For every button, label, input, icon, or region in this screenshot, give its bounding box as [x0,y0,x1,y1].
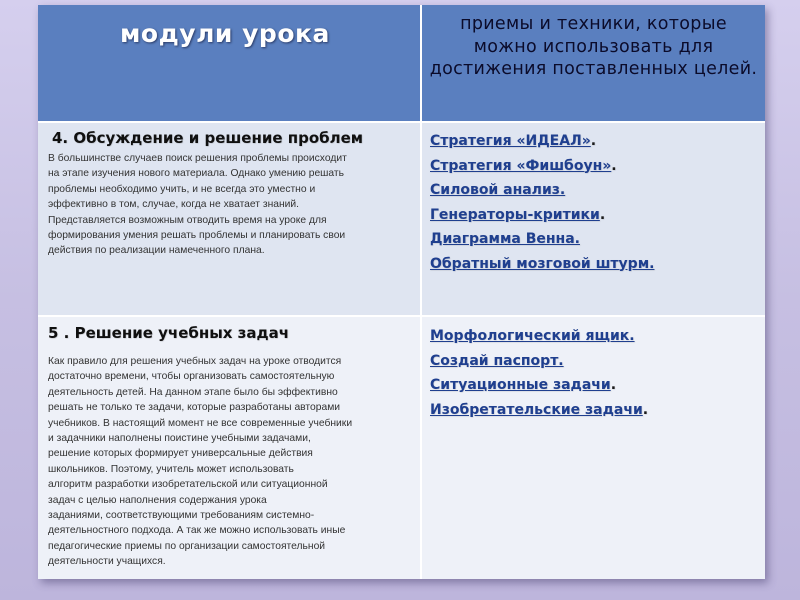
table-row [38,121,765,316]
column-divider [420,5,422,579]
row-divider [38,315,765,317]
list-item: Генераторы-критики. [430,206,606,223]
technique-link-fishbone[interactable]: Стратегия «Фишбоун» [430,157,612,174]
technique-link-force-analysis[interactable]: Силовой анализ. [430,182,566,198]
list-item: Изобретательские задачи. [430,401,649,418]
technique-link-create-passport[interactable]: Создай паспорт. [430,352,564,369]
list-item [430,227,757,252]
table-row [38,316,765,579]
lesson-modules-table [38,5,765,579]
technique-link-venn-diagram[interactable]: Диаграмма Венна. [430,231,580,247]
technique-link-reverse-brainstorm[interactable]: Обратный мозговой штурм. [430,255,655,272]
techniques-list [430,129,757,276]
list-item: Стратегия «Фишбоун». [430,157,617,174]
list-item [430,178,757,203]
list-item [430,349,757,374]
technique-link-generators-critics[interactable]: Генераторы-критики [430,206,600,223]
techniques-cell [422,121,765,276]
module-description: В большинстве случаев поиск решения проблемы происходит на этапе изучения нового материала. Однако умению решать проблемы необходимо учить, и не всегда это уместно и эффективно в том, случае, когда не хватает знаний. Представляется возможным отводить время на уроке для формирования умения решать проблемы и планировать свои действия по реализации намеченного плана. [48,153,347,257]
module-cell [38,121,420,259]
module-title: 4. Обсуждение и решение проблем [52,129,364,147]
header-modules: модули урока [120,19,330,48]
technique-link-situational-tasks[interactable]: Ситуационные задачи [430,377,611,393]
technique-link-ideal[interactable]: Стратегия «ИДЕАЛ» [430,133,591,149]
list-item: Стратегия «ИДЕАЛ». [430,133,597,149]
technique-link-morphological-box[interactable]: Морфологический ящик. [430,328,635,344]
header-techniques: приемы и техники, которые можно использовать для достижения поставленных целей. [429,14,758,79]
module-title: 5 . Решение учебных задач [48,324,290,342]
techniques-list [430,324,757,422]
module-description: Как правило для решения учебных задач на уроке отводится достаточно времени, чтобы организовать самостоятельную деятельность детей. На данном этапе было бы эффективно решать не только те задачи, которые разработаны авторами учебников. В настоящий момент не все современные учебники и задачники наполнены поистине учебными задачами, решение которых формирует универсальные действия школьников. Поэтому, учитель может использовать алгоритм разработки изобретательской или ситуационной задач с целью наполнения содержания урока заданиями, соответствующими требованиям системно- деятельностного подхода. А так же можно использовать иные педагогические приемы по организации самостоятельной деятельности учащихся. [48,356,353,568]
row-divider [38,121,765,123]
list-item [430,252,757,277]
technique-link-inventive-tasks[interactable]: Изобретательские задачи [430,401,643,418]
techniques-cell [422,316,765,422]
list-item [430,324,757,349]
module-cell [38,316,420,570]
table-header-row [38,5,765,121]
list-item: Ситуационные задачи. [430,377,617,393]
